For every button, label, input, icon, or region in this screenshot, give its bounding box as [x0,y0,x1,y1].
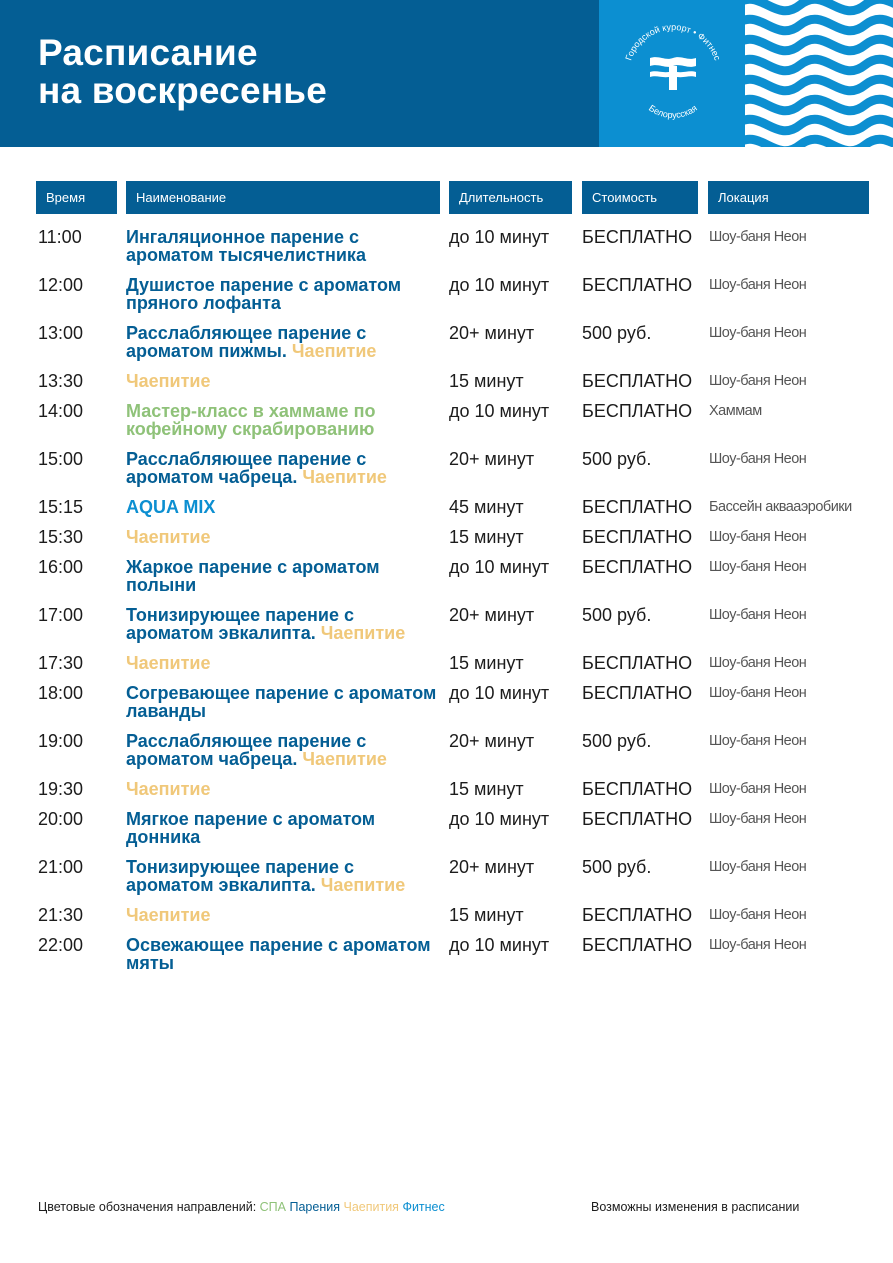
row-location: Шоу-баня Неон [709,451,807,467]
svg-text:Городской курорт • Фитнес [623,22,722,62]
activity-segment-steam: Расслабляющее парение с ароматом чабреца. [126,449,367,487]
activity-segment-steam: Мягкое парение с ароматом донника [126,809,376,847]
page-title [38,34,327,110]
row-time: 16:00 [38,557,84,577]
row-location: Шоу-баня Неон [709,937,807,953]
row-time: 15:00 [38,449,84,469]
row-activity-name [126,372,446,390]
logo-ring-text-top: Городской курорт • Фитнес [623,21,723,62]
row-duration: 15 минут [449,653,524,673]
row-price: 500 руб. [582,323,652,343]
row-activity-name [126,654,446,672]
row-time: 20:00 [38,809,84,829]
row-duration: 45 минут [449,497,524,517]
row-duration: 20+ минут [449,449,535,469]
row-time: 15:30 [38,527,84,547]
row-duration: 20+ минут [449,323,535,343]
row-location: Шоу-баня Неон [709,325,807,341]
activity-segment-tea: Чаепитие [126,527,211,547]
row-price: БЕСПЛАТНО [582,557,693,577]
title-line-2: на воскресенье [38,70,327,111]
row-time: 13:30 [38,371,84,391]
row-time: 21:30 [38,905,84,925]
stylized-t-logo-icon [599,0,745,147]
activity-segment-tea: Чаепитие [126,371,211,391]
row-duration: 20+ минут [449,731,535,751]
row-activity-name [126,228,446,264]
row-location: Шоу-баня Неон [709,811,807,827]
row-time: 15:15 [38,497,84,517]
row-activity-name [126,780,446,798]
activity-segment-steam: Душистое парение с ароматом пряного лофанта [126,275,402,313]
wave-pattern-graphic [745,0,893,147]
brand-logo [599,0,745,147]
activity-segment-tea: Чаепитие [315,875,406,895]
legend-steam: Парения [289,1200,340,1214]
row-time: 22:00 [38,935,84,955]
activity-segment-tea: Чаепитие [126,779,211,799]
activity-segment-steam: Ингаляционное парение с ароматом тысячелистника [126,227,366,265]
row-location: Шоу-баня Неон [709,907,807,923]
activity-segment-tea: Чаепитие [315,623,406,643]
row-duration: до 10 минут [449,227,550,247]
row-price: БЕСПЛАТНО [582,401,693,421]
row-activity-name [126,732,446,768]
row-activity-name [126,450,446,486]
row-activity-name [126,558,446,594]
row-duration: до 10 минут [449,275,550,295]
column-header-duration: Длительность [449,181,572,214]
row-price: БЕСПЛАТНО [582,497,693,517]
activity-segment-steam: Жаркое парение с ароматом полыни [126,557,380,595]
row-duration: до 10 минут [449,809,550,829]
row-activity-name [126,684,446,720]
activity-segment-tea: Чаепитие [126,653,211,673]
row-time: 17:30 [38,653,84,673]
row-activity-name [126,324,446,360]
activity-segment-steam: Согревающее парение с ароматом лаванды [126,683,437,721]
row-location: Шоу-баня Неон [709,685,807,701]
activity-segment-steam: Расслабляющее парение с ароматом чабреца. [126,731,367,769]
row-price: БЕСПЛАТНО [582,371,693,391]
row-duration: 20+ минут [449,605,535,625]
activity-segment-tea: Чаепитие [286,341,377,361]
legend-tea: Чаепития [343,1200,399,1214]
row-location: Бассейн аквааэробики [709,499,852,515]
row-location: Шоу-баня Неон [709,277,807,293]
row-time: 19:30 [38,779,84,799]
row-price: БЕСПЛАТНО [582,905,693,925]
row-price: 500 руб. [582,731,652,751]
title-line-1: Расписание [38,32,258,73]
row-price: БЕСПЛАТНО [582,809,693,829]
column-header-location: Локация [708,181,869,214]
activity-segment-steam: Тонизирующее парение с ароматом эвкалипта. [126,605,355,643]
row-activity-name [126,810,446,846]
row-activity-name [126,906,446,924]
row-price: БЕСПЛАТНО [582,227,693,247]
activity-segment-spa: Мастер-класс в хаммаме по кофейному скрабированию [126,401,376,439]
row-price: БЕСПЛАТНО [582,779,693,799]
row-location: Шоу-баня Неон [709,859,807,875]
activity-segment-steam: Освежающее парение с ароматом мяты [126,935,431,973]
activity-segment-steam: Расслабляющее парение с ароматом пижмы. [126,323,367,361]
column-header-price: Стоимость [582,181,698,214]
color-legend [38,1200,445,1215]
legend-spa: СПА [259,1200,287,1214]
row-price: 500 руб. [582,449,652,469]
column-header-time: Время [36,181,117,214]
row-price: БЕСПЛАТНО [582,683,693,703]
row-location: Шоу-баня Неон [709,607,807,623]
column-header-name: Наименование [126,181,440,214]
row-activity-name [126,276,446,312]
row-location: Шоу-баня Неон [709,733,807,749]
wave-pattern [745,0,893,147]
row-price: БЕСПЛАТНО [582,935,693,955]
activity-segment-tea: Чаепитие [126,905,211,925]
row-duration: до 10 минут [449,935,550,955]
row-location: Шоу-баня Неон [709,373,807,389]
row-price: БЕСПЛАТНО [582,275,693,295]
activity-segment-steam: Тонизирующее парение с ароматом эвкалипта. [126,857,355,895]
row-activity-name [126,858,446,894]
row-location: Хаммам [709,403,762,419]
header-banner [0,0,893,147]
row-time: 13:00 [38,323,84,343]
logo-ring-text-bottom: Белорусская [647,102,699,121]
row-price: 500 руб. [582,857,652,877]
row-price: 500 руб. [582,605,652,625]
schedule-change-note: Возможны изменения в расписании [591,1200,800,1214]
activity-segment-tea: Чаепитие [297,467,387,487]
row-activity-name [126,402,446,438]
row-time: 12:00 [38,275,84,295]
row-time: 14:00 [38,401,84,421]
row-duration: до 10 минут [449,557,550,577]
row-duration: 15 минут [449,905,524,925]
row-time: 11:00 [38,227,82,247]
row-location: Шоу-баня Неон [709,655,807,671]
row-duration: 15 минут [449,527,524,547]
row-activity-name [126,606,446,642]
row-location: Шоу-баня Неон [709,781,807,797]
row-duration: до 10 минут [449,401,550,421]
row-time: 19:00 [38,731,84,751]
row-activity-name [126,498,446,516]
legend-label: Цветовые обозначения направлений: [38,1200,257,1214]
row-duration: до 10 минут [449,683,550,703]
row-duration: 15 минут [449,371,524,391]
row-duration: 15 минут [449,779,524,799]
row-time: 18:00 [38,683,84,703]
activity-segment-fit: AQUA MIX [126,497,216,517]
row-time: 21:00 [38,857,84,877]
row-location: Шоу-баня Неон [709,529,807,545]
row-location: Шоу-баня Неон [709,229,807,245]
row-time: 17:00 [38,605,84,625]
legend-fitness: Фитнес [402,1200,445,1214]
row-activity-name [126,936,446,972]
activity-segment-tea: Чаепитие [297,749,387,769]
row-price: БЕСПЛАТНО [582,527,693,547]
row-price: БЕСПЛАТНО [582,653,693,673]
row-location: Шоу-баня Неон [709,559,807,575]
row-activity-name [126,528,446,546]
svg-text:Белорусская [647,103,699,120]
row-duration: 20+ минут [449,857,535,877]
